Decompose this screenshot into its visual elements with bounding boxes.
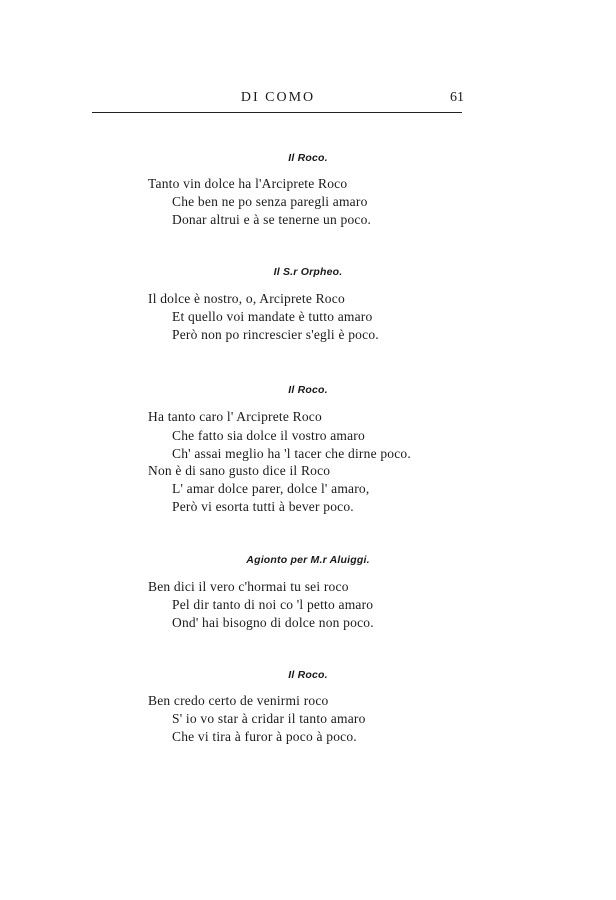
verse-line: Ben credo certo de venirmi roco xyxy=(148,693,329,708)
verse-line: Che fatto sia dolce il vostro amaro xyxy=(172,428,365,443)
speaker-heading: Il Roco. xyxy=(288,669,328,681)
speaker-heading: Agionto per M.r Aluiggi. xyxy=(246,554,370,566)
verse-line: Donar altrui e à se tenerne un poco. xyxy=(172,212,372,227)
page-number: 61 xyxy=(450,90,464,105)
verse-line: Che ben ne po senza paregli amaro xyxy=(172,194,368,209)
speaker-heading: Il Roco. xyxy=(288,384,328,396)
verse-line: Ha tanto caro l' Arciprete Roco xyxy=(148,409,322,424)
verse-line: Tanto vin dolce ha l'Arciprete Roco xyxy=(148,176,348,191)
verse-line: Pel dir tanto di noi co 'l petto amaro xyxy=(172,597,374,612)
verse-line: L' amar dolce parer, dolce l' amaro, xyxy=(172,481,370,496)
verse-line: Ond' hai bisogno di dolce non poco. xyxy=(172,615,374,630)
verse-line: Ch' assai meglio ha 'l tacer che dirne poco. xyxy=(172,446,411,461)
verse-line: Non è di sano gusto dice il Roco xyxy=(148,463,331,478)
verse-line: Il dolce è nostro, o, Arciprete Roco xyxy=(148,291,345,306)
header-rule xyxy=(92,112,462,113)
speaker-heading: Il S.r Orpheo. xyxy=(273,266,343,278)
verse-line: S' io vo star à cridar il tanto amaro xyxy=(172,711,366,726)
verse-line: Ben dici il vero c'hormai tu sei roco xyxy=(148,579,349,594)
verse-line: Però non po rincrescier s'egli è poco. xyxy=(172,327,379,342)
verse-line: Che vi tira à furor à poco à poco. xyxy=(172,729,357,744)
running-title: DI COMO xyxy=(240,90,316,105)
speaker-heading: Il Roco. xyxy=(288,152,328,164)
verse-line: Però vi esorta tutti à bever poco. xyxy=(172,499,354,514)
verse-line: Et quello voi mandate è tutto amaro xyxy=(172,309,373,324)
